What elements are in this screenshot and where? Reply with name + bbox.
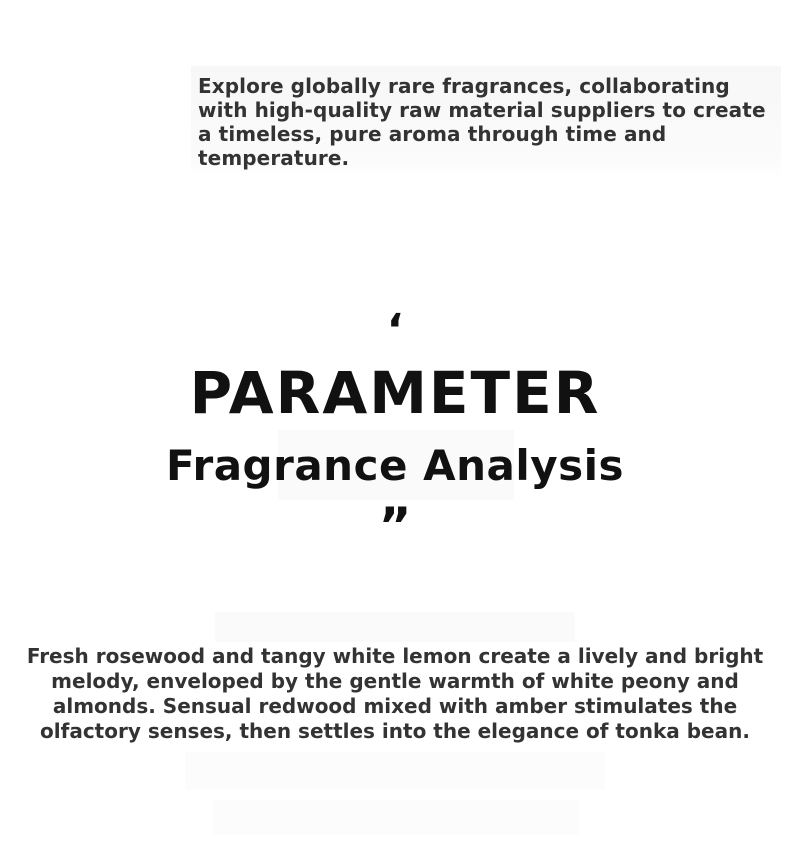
fragrance-description: Fresh rosewood and tangy white lemon create a lively and bright melody, enveloped by the gentle warmth of white peony and almonds. Sensual redwood mixed with amber stimulates the olfactory senses, then settles into the elegance of tonka bean.	[26, 644, 764, 743]
section-title: PARAMETER	[189, 359, 601, 427]
intro-block	[191, 66, 781, 178]
description-background-bottom	[185, 752, 605, 790]
description-background-top	[215, 612, 575, 642]
description-background-footer	[213, 800, 579, 834]
intro-text: Explore globally rare fragrances, collaborating with high-quality raw material suppliers to create a timeless, pure aroma through time and temperature.	[198, 74, 766, 170]
section-subtitle: Fragrance Analysis	[166, 441, 624, 490]
open-quote-mark: ‘	[386, 305, 404, 356]
close-quote-mark: ”	[378, 497, 412, 555]
